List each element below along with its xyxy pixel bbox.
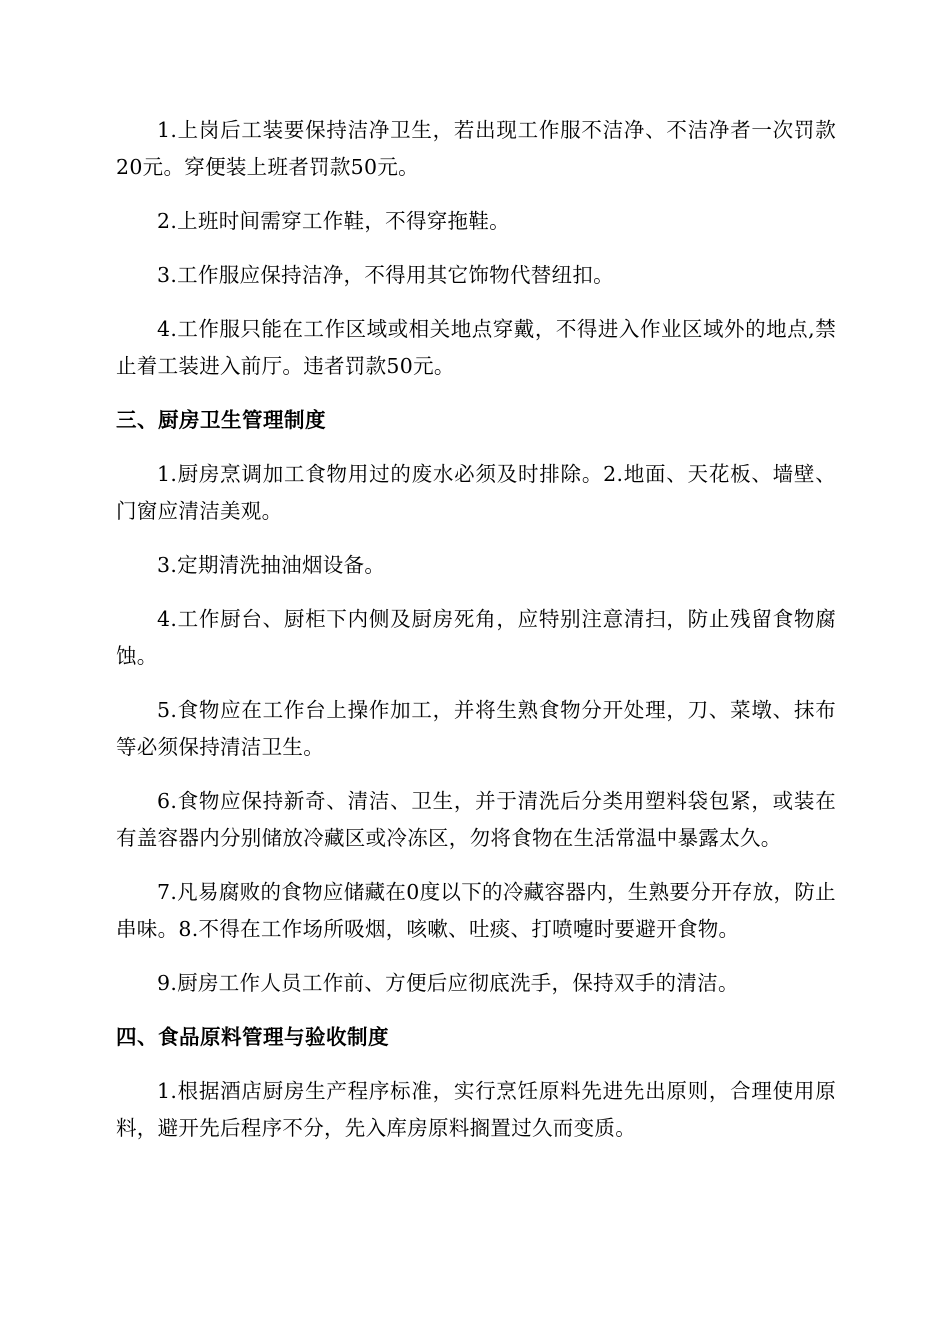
paragraph: 1.上岗后工装要保持洁净卫生，若出现工作服不洁净、不洁净者一次罚款20元。穿便装上班者罚款50元。 <box>116 118 836 179</box>
document-page <box>116 112 836 1147</box>
paragraph: 9.厨房工作人员工作前、方便后应彻底洗手，保持双手的清洁。 <box>157 971 739 995</box>
paragraph: 5.食物应在工作台上操作加工，并将生熟食物分开处理，刀、菜墩、抹布等必须保持清洁卫生。 <box>116 698 836 759</box>
paragraph: 1.厨房烹调加工食物用过的废水必须及时排除。2.地面、天花板、墙壁、门窗应清洁美观。 <box>116 462 836 523</box>
paragraph: 1.根据酒店厨房生产程序标准，实行烹饪原料先进先出原则，合理使用原料，避开先后程序不分，先入库房原料搁置过久而变质。 <box>116 1079 836 1140</box>
paragraph: 6.食物应保持新奇、清洁、卫生，并于清洗后分类用塑料袋包紧，或装在有盖容器内分别储放冷藏区或冷冻区，勿将食物在生活常温中暴露太久。 <box>116 789 836 850</box>
paragraph: 4.工作服只能在工作区域或相关地点穿戴，不得进入作业区域外的地点,禁止着工装进入前厅。违者罚款50元。 <box>116 317 836 378</box>
paragraph: 4.工作厨台、厨柜下内侧及厨房死角，应特别注意清扫，防止残留食物腐蚀。 <box>116 607 836 668</box>
paragraph: 2.上班时间需穿工作鞋，不得穿拖鞋。 <box>157 209 510 233</box>
paragraph: 3.定期清洗抽油烟设备。 <box>157 553 386 577</box>
paragraph: 3.工作服应保持洁净，不得用其它饰物代替纽扣。 <box>157 263 614 287</box>
paragraph: 7.凡易腐败的食物应储藏在0度以下的冷藏容器内，生熟要分开存放，防止串味。8.不得在工作场所吸烟，咳嗽、吐痰、打喷嚏时要避开食物。 <box>116 880 836 941</box>
section-heading: 四、食品原料管理与验收制度 <box>116 1025 389 1049</box>
section-heading: 三、厨房卫生管理制度 <box>116 408 326 432</box>
